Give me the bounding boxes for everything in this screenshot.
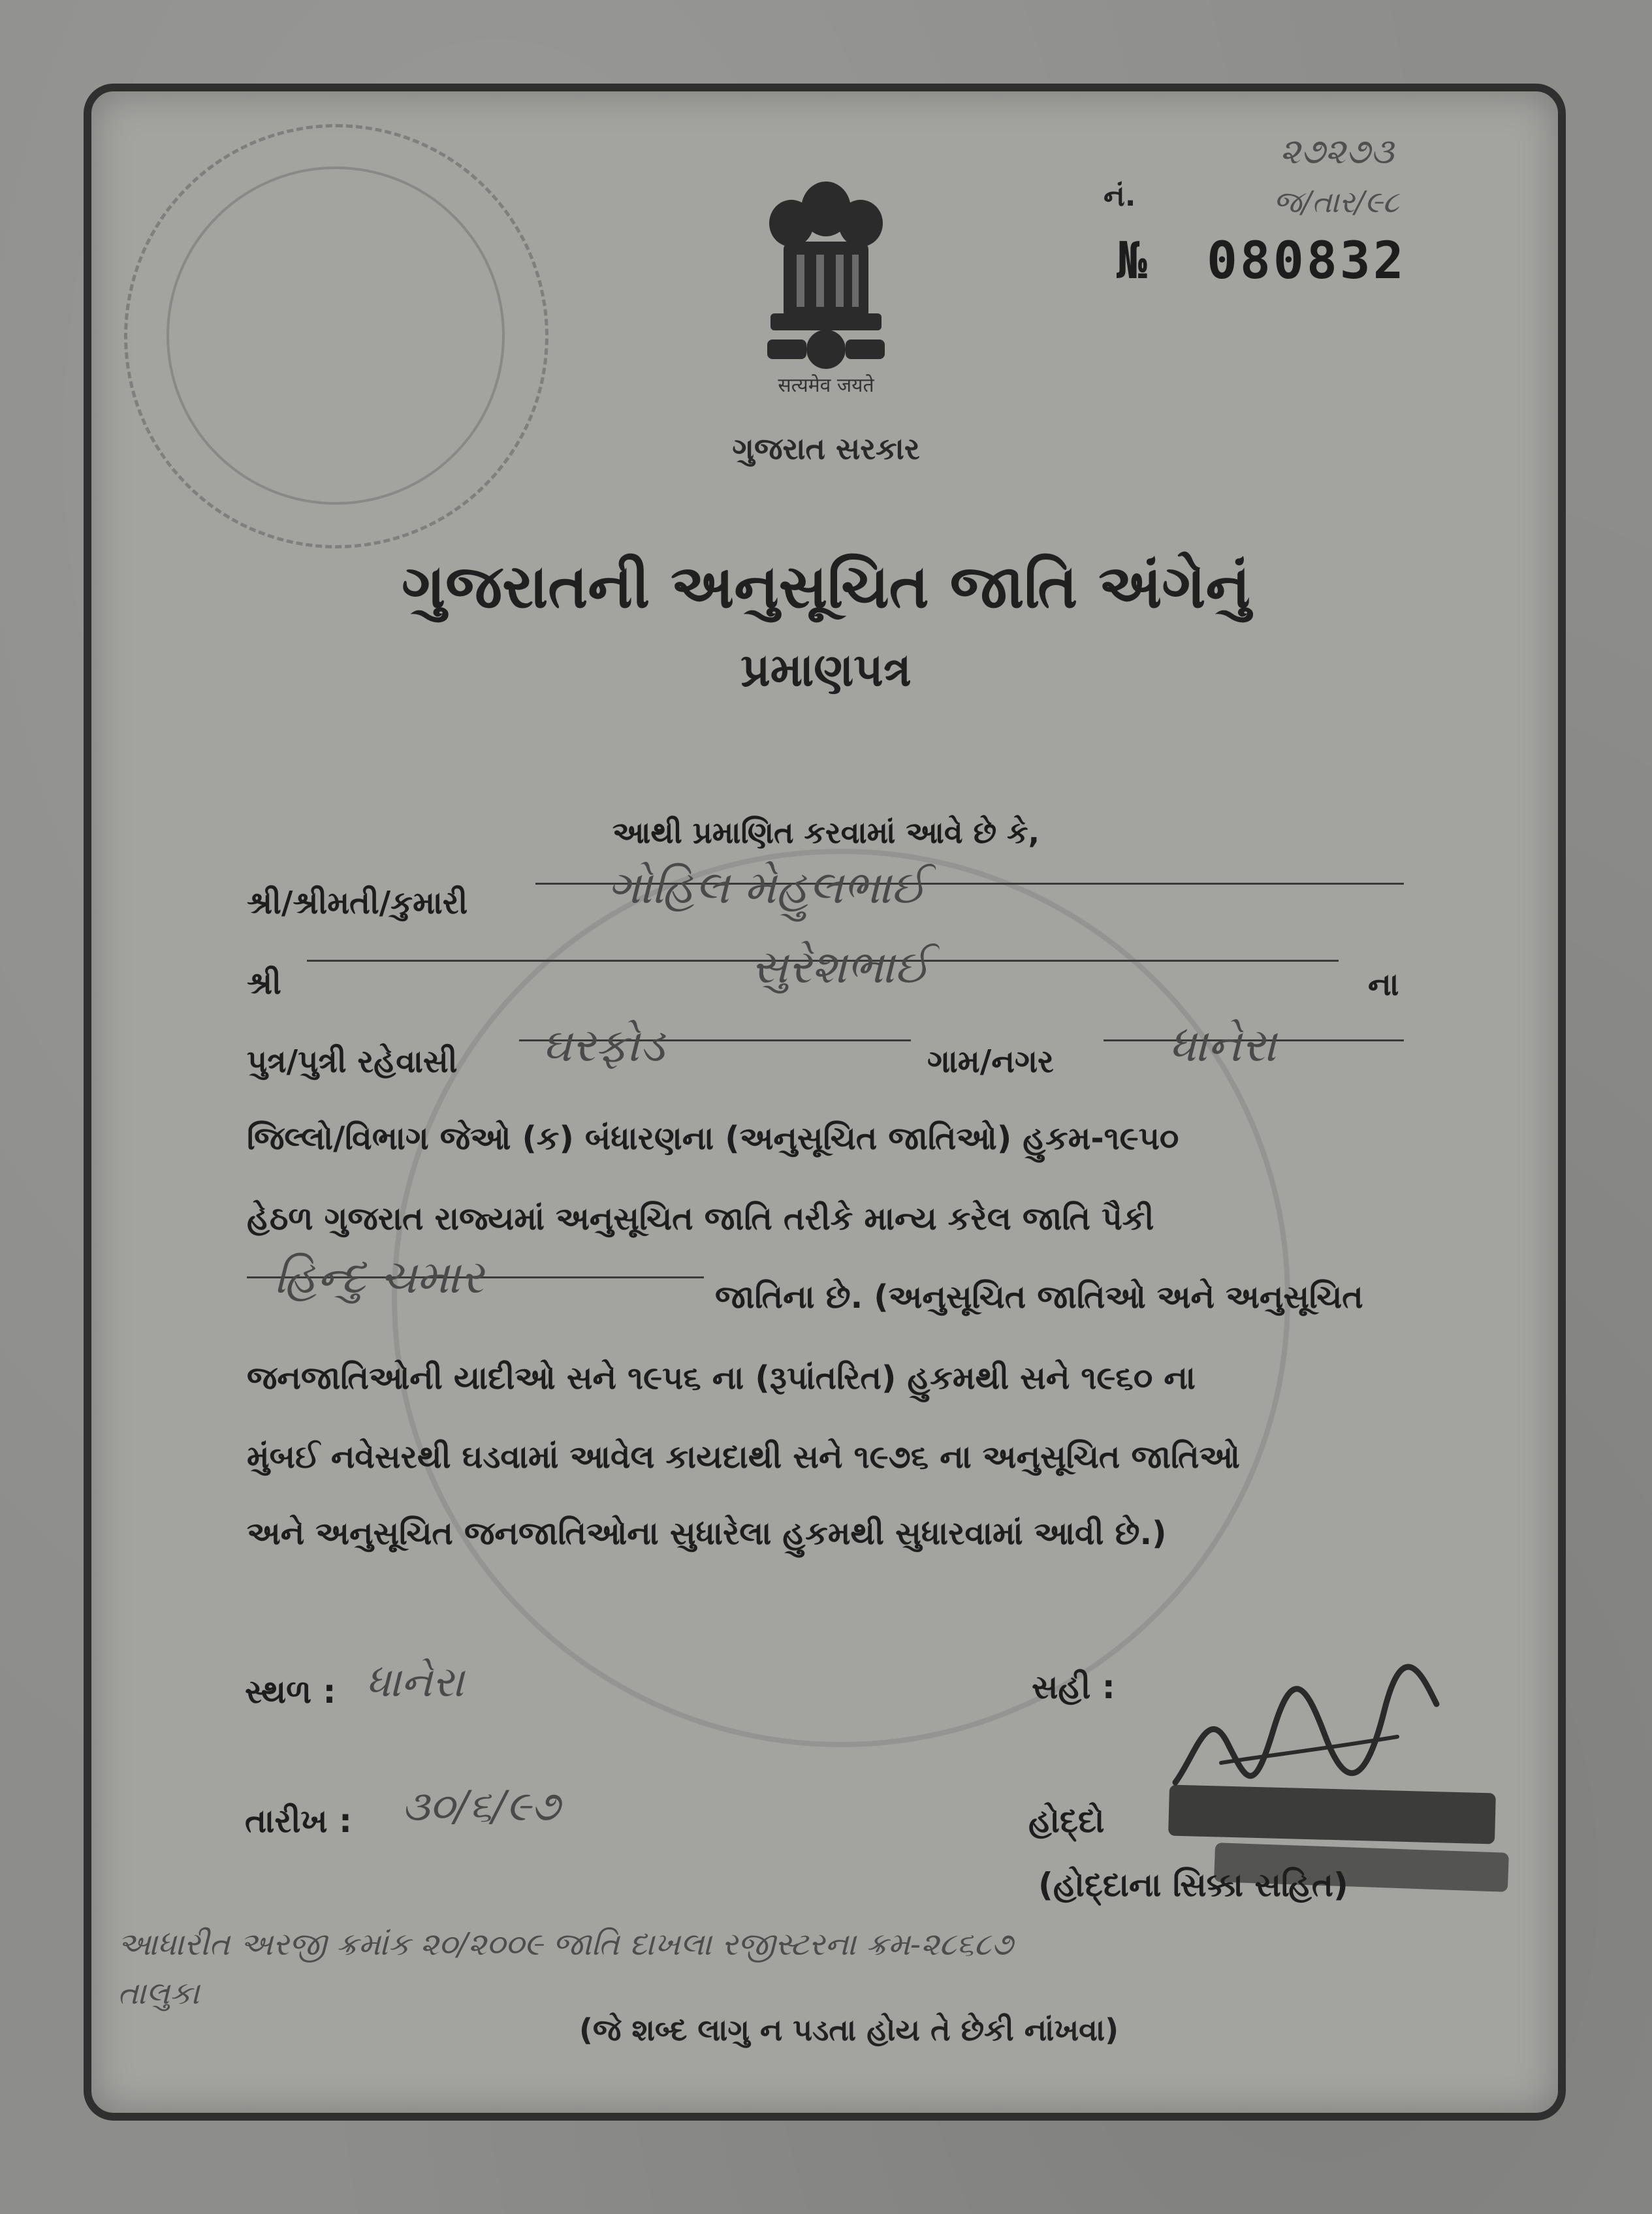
father-suffix: ના [1368,966,1399,1003]
paragraph-line-4: જનજાતિઓની યાદીઓ સને ૧૯૫૬ ના (રૂપાંતરિત) હુકમથી સને ૧૯૬૦ ના [247,1359,1196,1397]
government-name: ગુજરાત સરકાર [732,431,920,466]
signature-label: સહી : [1032,1668,1115,1706]
resident-label: પુત્ર/પુત્રી રહેવાસી [247,1043,458,1080]
serial-number [1117,232,1406,291]
paragraph-line-5: મુંબઈ નવેસરથી ઘડવામાં આવેલ કાયદાથી સને ૧૯૭૬ ના અનુસૂચિત જાતિઓ [247,1438,1240,1476]
place-label: સ્થળ : [245,1673,336,1711]
number-prefix: નં. [1104,180,1136,213]
father-label: શ્રી [247,965,281,1002]
officer-stamp-mark [1168,1784,1496,1844]
village-value: ધાનેરા [1169,1019,1277,1072]
name-label: શ્રી/શ્રીમતી/કુમારી [247,885,468,921]
serial-value: 080832 [1206,232,1406,291]
paragraph-line-3: જાતિના છે. (અનુસૂચિત જાતિઓ અને અનુસૂચિત [715,1278,1363,1316]
instruction-note: (જે શબ્દ લાગુ ન પડતા હોય તે છેકી નાંખવા) [579,2012,1119,2048]
paragraph-line-6: અને અનુસૂચિત જનજાતિઓના સુધારેલા હુકમથી સુધારવામાં આવી છે.) [247,1515,1167,1552]
date-label: તારીખ : [245,1802,353,1840]
handwritten-note-line-2: તાલુકા [118,1975,200,2012]
handwritten-reference-2: જ/તાર/૯૮ [1273,184,1399,219]
paragraph-line-2: હેઠળ ગુજરાત રાજ્યમાં અનુસૂચિત જાતિ તરીકે માન્ય કરેલ જાતિ પૈકી [247,1200,1154,1237]
handwritten-note-line-1: આધારીત અરજી ક્રમાંક ૨૦/૨૦૦૯ જાતિ દાખલા રજીસ્ટરના ક્રમ-૨૮૬૮૭ [118,1926,1013,1963]
place-value: ધાનેરા [366,1658,464,1707]
certificate-title: ગુજરાતની અનુસૂચિત જાતિ અંગેનું [402,552,1250,622]
name-value: ગોહિલ મેહુલભાઈ [607,861,927,914]
serial-symbol: № [1117,232,1150,291]
date-value: ૩૦/૬/૯૭ [402,1782,560,1831]
emblem-motto: सत्यमेव जयते [778,374,874,397]
paragraph-line-1: જિલ્લો/વિભાગ જેઓ (ક) બંધારણના (અનુસૂચિત જાતિઓ) હુકમ-૧૯૫૦ [247,1120,1179,1157]
national-emblem-icon [751,163,901,379]
seal-caption: (હોદ્દાના સિક્કા સહિત) [1038,1866,1348,1904]
handwritten-reference-1: ૨૭૨૭૩ [1280,131,1394,172]
officer-title: હોદ્દો [1028,1802,1105,1840]
intro-text: આથી પ્રમાણિત કરવામાં આવે છે કે, [612,815,1040,850]
resident-value: ઘરફોડ [542,1019,665,1072]
rubber-stamp-seal [124,124,548,548]
certificate-subtitle: પ્રમાણપત્ર [740,643,912,697]
caste-value: હિન્દુ ચમાર [274,1250,484,1304]
rubber-stamp-inner-ring [167,166,505,505]
village-label: ગામ/નગર [927,1043,1054,1080]
father-value: સુરેશભાઈ [751,940,930,994]
